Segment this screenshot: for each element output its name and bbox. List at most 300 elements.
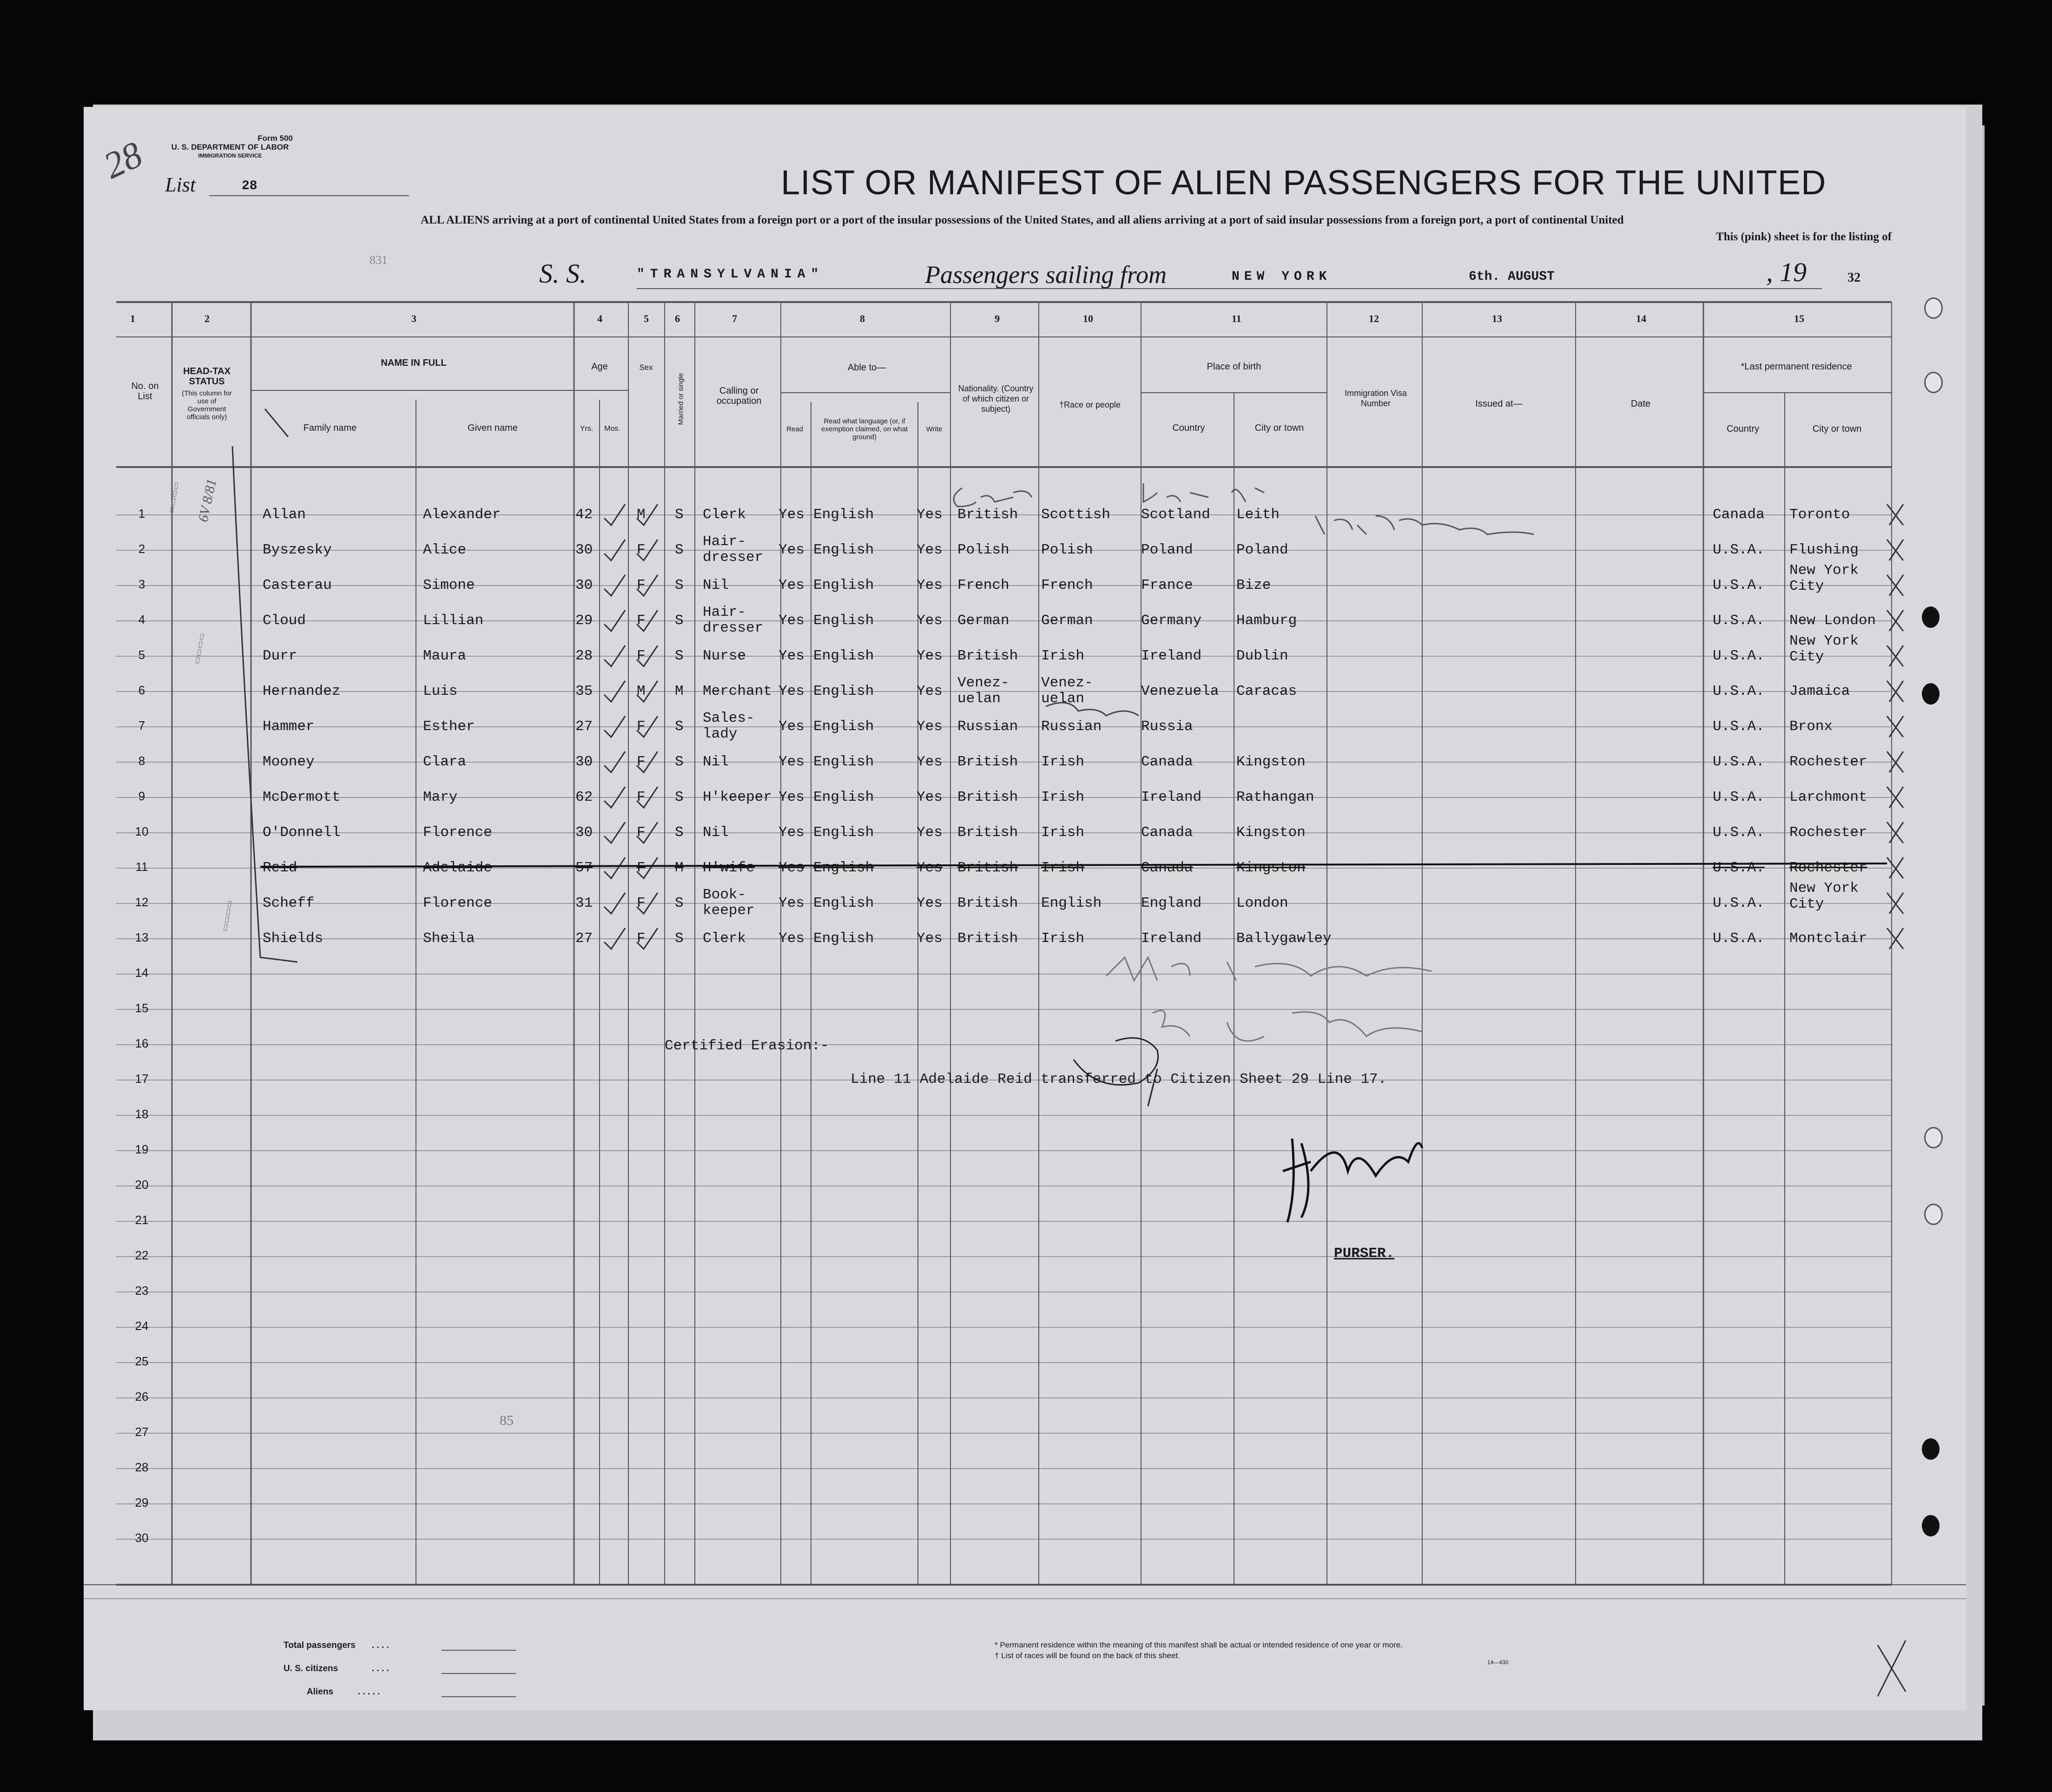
head-tax-handnote: 6V 8/81 — [195, 477, 220, 524]
check-mark — [637, 857, 658, 878]
header-race: †Race or people — [1059, 400, 1121, 409]
residence-country: U.S.A. — [1713, 683, 1765, 699]
residence-country: U.S.A. — [1713, 542, 1765, 558]
residence-country: U.S.A. — [1713, 754, 1765, 770]
binder-hole-1 — [1924, 297, 1943, 319]
colnum-14: 14 — [1636, 313, 1646, 324]
age: 35 — [575, 683, 593, 699]
header-nationality: Nationality. (Country of which citizen or subject) — [958, 384, 1034, 414]
residence-city: Rochester — [1789, 754, 1867, 770]
header-no-on-list: No. on List — [131, 381, 159, 402]
total-dots-2: . . . . — [372, 1664, 389, 1673]
residence-city: Montclair — [1789, 930, 1867, 947]
manifest-title: LIST OR MANIFEST OF ALIEN PASSENGERS FOR THE UNITED — [781, 163, 1827, 202]
binder-hole-4 — [1922, 683, 1940, 705]
can-read: Yes — [779, 683, 805, 699]
year-suffix: 32 — [1847, 270, 1861, 285]
can-read: Yes — [779, 789, 805, 805]
given-name: Simone — [423, 577, 475, 593]
erasure-initials-2 — [1153, 1010, 1422, 1041]
header-head-tax: HEAD-TAX STATUS — [183, 366, 231, 387]
check-x-mark — [1887, 681, 1903, 702]
family-name: O'Donnell — [263, 824, 341, 841]
header-last-residence: *Last permanent residence — [1741, 362, 1852, 372]
colnum-3: 3 — [411, 313, 416, 324]
birth-country: Ireland — [1141, 930, 1202, 947]
footnote-1: * Permanent residence within the meaning of this manifest shall be actual or intended residence of one year or more. — [995, 1640, 1403, 1649]
given-name: Florence — [423, 824, 492, 841]
age: 28 — [575, 648, 593, 664]
line-number: 24 — [135, 1319, 149, 1333]
binder-hole-6 — [1924, 1204, 1943, 1225]
residence-city: New York — [1789, 880, 1859, 896]
line-number: 12 — [135, 895, 149, 909]
purser-signature — [1283, 1139, 1422, 1222]
check-x-mark — [1887, 646, 1903, 666]
can-write: Yes — [917, 860, 943, 876]
binder-hole-8 — [1922, 1515, 1940, 1536]
language: English — [813, 648, 874, 664]
family-name: Casterau — [263, 577, 332, 593]
nationality: Russian — [957, 718, 1018, 735]
nationality: British — [957, 824, 1018, 841]
age: 57 — [575, 860, 593, 876]
language: English — [813, 542, 874, 558]
check-mark — [604, 857, 625, 878]
header-birth-city: City or town — [1254, 423, 1304, 433]
line-number: 11 — [135, 860, 148, 874]
subtitle-line-2: This (pink) sheet is for the listing of — [1715, 231, 1892, 243]
residence-city: New York — [1789, 562, 1859, 579]
marital-status: S — [675, 824, 684, 841]
header-given-name: Given name — [468, 423, 518, 433]
header-calling: Calling or occupation — [716, 386, 762, 406]
line-number: 9 — [138, 789, 145, 803]
occupation: Merchant — [703, 683, 772, 699]
can-read: Yes — [779, 895, 805, 911]
sex: F — [637, 895, 646, 911]
check-x-mark — [1887, 787, 1903, 808]
age: 29 — [575, 613, 593, 629]
marital-status: S — [675, 542, 684, 558]
family-name: Hernandez — [263, 683, 341, 699]
residence-city: Jamaica — [1789, 683, 1850, 699]
race: Irish — [1041, 824, 1085, 841]
line-number: 2 — [138, 542, 145, 556]
line-number: 20 — [135, 1178, 149, 1192]
can-write: Yes — [917, 613, 943, 629]
occupation-cont: lady — [703, 726, 738, 742]
nationality: British — [957, 930, 1018, 947]
given-name: Mary — [423, 789, 458, 805]
header-mos: Mos. — [604, 425, 620, 433]
colnum-11: 11 — [1232, 313, 1241, 324]
colnum-5: 5 — [644, 313, 649, 324]
occupation: Clerk — [703, 930, 746, 947]
check-mark — [637, 540, 658, 560]
can-write: Yes — [917, 683, 943, 699]
can-read: Yes — [779, 577, 805, 593]
line-number: 26 — [135, 1390, 149, 1403]
residence-city: Larchmont — [1789, 789, 1867, 805]
family-name: Allan — [263, 507, 306, 523]
race: Irish — [1041, 930, 1085, 947]
year-prefix: , 19 — [1766, 257, 1807, 287]
header-read: Read — [786, 425, 803, 433]
can-read: Yes — [779, 507, 805, 523]
birth-city: Kingston — [1236, 860, 1306, 876]
sex: M — [637, 683, 646, 699]
can-write: Yes — [917, 648, 943, 664]
race: English — [1041, 895, 1102, 911]
header-write: Write — [926, 425, 943, 433]
line-number: 4 — [138, 613, 145, 626]
marital-status: S — [675, 648, 684, 664]
race: Irish — [1041, 754, 1085, 770]
marital-status: S — [675, 895, 684, 911]
sex: F — [637, 648, 646, 664]
given-name: Alexander — [423, 507, 501, 523]
birth-country: Canada — [1141, 860, 1193, 876]
birth-city: Hamburg — [1236, 613, 1297, 629]
can-read: Yes — [779, 824, 805, 841]
line11-strike — [260, 863, 1887, 867]
can-write: Yes — [917, 824, 943, 841]
nationality: British — [957, 789, 1018, 805]
residence-country: U.S.A. — [1713, 648, 1765, 664]
check-mark — [604, 575, 625, 596]
residence-city-cont: City — [1789, 578, 1824, 594]
family-name: McDermott — [263, 789, 341, 805]
can-write: Yes — [917, 718, 943, 735]
colnum-2: 2 — [205, 313, 210, 324]
head-tax-stamp-3: ▭▭▭▭ — [219, 899, 235, 932]
age: 27 — [575, 718, 593, 735]
sex: F — [637, 577, 646, 593]
total-dots-3: . . . . . — [358, 1687, 380, 1697]
header-read-language: Read what language (or, if exemption claimed, on what ground) — [821, 417, 908, 441]
erasure-initials — [1106, 957, 1432, 981]
age: 30 — [575, 824, 593, 841]
residence-country: U.S.A. — [1713, 930, 1765, 947]
birth-country: Canada — [1141, 824, 1193, 841]
given-name: Lillian — [423, 613, 484, 629]
header-family-name: Family name — [303, 423, 357, 433]
family-name: Reid — [263, 860, 297, 876]
sex: F — [637, 789, 646, 805]
residence-city-cont: City — [1789, 649, 1824, 665]
check-mark — [637, 751, 658, 772]
check-x-mark — [1887, 857, 1903, 878]
can-read: Yes — [779, 648, 805, 664]
ship-name: "TRANSYLVANIA" — [637, 267, 825, 282]
line-number: 22 — [135, 1248, 149, 1262]
can-read: Yes — [779, 860, 805, 876]
line-number: 30 — [135, 1531, 149, 1545]
language: English — [813, 895, 874, 911]
age: 42 — [575, 507, 593, 523]
header-head-tax-note: (This column for use of Government officials only) — [182, 389, 232, 421]
nationality: British — [957, 860, 1018, 876]
line-number: 8 — [138, 754, 145, 768]
age: 31 — [575, 895, 593, 911]
total-rule-3 — [442, 1696, 516, 1697]
can-write: Yes — [917, 542, 943, 558]
line-number: 23 — [135, 1284, 149, 1298]
check-x-mark — [1887, 751, 1903, 772]
race-cont: uelan — [1041, 691, 1085, 707]
marital-status: M — [675, 860, 684, 876]
marital-status: S — [675, 789, 684, 805]
race: Irish — [1041, 648, 1085, 664]
can-read: Yes — [779, 754, 805, 770]
language: English — [813, 860, 874, 876]
age: 30 — [575, 754, 593, 770]
birth-country: Poland — [1141, 542, 1193, 558]
age: 62 — [575, 789, 593, 805]
line-number: 19 — [135, 1142, 149, 1156]
sex: F — [637, 542, 646, 558]
language: English — [813, 824, 874, 841]
check-mark — [637, 716, 658, 737]
check-mark — [604, 610, 625, 631]
stamp-number: 831 — [369, 253, 388, 267]
residence-city: New York — [1789, 633, 1859, 649]
occupation: Nil — [703, 577, 729, 593]
can-read: Yes — [779, 718, 805, 735]
residence-country: Canada — [1713, 507, 1765, 523]
binder-hole-2 — [1924, 372, 1943, 393]
footnote-code: 14—430 — [1487, 1659, 1509, 1666]
head-tax-bracket — [232, 446, 297, 962]
race: German — [1041, 613, 1093, 629]
colnum-8: 8 — [860, 313, 865, 324]
check-mark — [604, 681, 625, 702]
header-name-in-full: NAME IN FULL — [381, 358, 447, 368]
birth-city: Kingston — [1236, 824, 1306, 841]
header-age: Age — [591, 362, 608, 372]
check-mark — [604, 822, 625, 843]
total-rule-1 — [442, 1650, 516, 1651]
sailing-date: 6th. AUGUST — [1469, 270, 1555, 284]
given-name: Sheila — [423, 930, 475, 947]
check-x-mark — [1887, 716, 1903, 737]
family-name: Shields — [263, 930, 323, 947]
check-mark — [604, 928, 625, 949]
occupation-cont: dresser — [703, 549, 764, 566]
check-mark — [637, 610, 658, 631]
residence-city: Flushing — [1789, 542, 1859, 558]
residence-country: U.S.A. — [1713, 860, 1765, 876]
line-number: 6 — [138, 683, 145, 697]
check-mark — [604, 893, 625, 914]
birth-city: Caracas — [1236, 683, 1297, 699]
language: English — [813, 718, 874, 735]
residence-city: Toronto — [1789, 507, 1850, 523]
family-name: Cloud — [263, 613, 306, 629]
birth-country: Canada — [1141, 754, 1193, 770]
age: 30 — [575, 577, 593, 593]
occupation: Nil — [703, 754, 729, 770]
header-date: Date — [1630, 399, 1651, 409]
line-number: 13 — [135, 930, 149, 944]
nationality: German — [957, 613, 1010, 629]
can-write: Yes — [917, 754, 943, 770]
colnum-1: 1 — [130, 313, 135, 324]
check-mark — [604, 787, 625, 808]
marital-status: S — [675, 613, 684, 629]
occupation: Clerk — [703, 507, 746, 523]
can-write: Yes — [917, 507, 943, 523]
line1-handwriting — [954, 483, 1534, 534]
can-write: Yes — [917, 895, 943, 911]
check-mark — [637, 928, 658, 949]
birth-country: England — [1141, 895, 1202, 911]
colnum-15: 15 — [1794, 313, 1804, 324]
header-res-country: Country — [1726, 424, 1760, 434]
given-name: Florence — [423, 895, 492, 911]
birth-city: Dublin — [1236, 648, 1288, 664]
header-yrs: Yrs. — [580, 425, 594, 433]
marital-status: S — [675, 577, 684, 593]
aliens-label: Aliens — [307, 1687, 334, 1697]
race: Irish — [1041, 860, 1085, 876]
service: IMMIGRATION SERVICE — [198, 152, 262, 159]
language: English — [813, 507, 874, 523]
line-number: 29 — [135, 1496, 149, 1509]
marital-status: S — [675, 507, 684, 523]
race: French — [1041, 577, 1093, 593]
header-sex: Sex — [639, 363, 653, 372]
total-passengers-label: Total passengers — [284, 1640, 356, 1650]
family-name: Mooney — [263, 754, 315, 770]
check-x-mark — [1887, 822, 1903, 843]
sex: F — [637, 824, 646, 841]
family-name: Hammer — [263, 718, 315, 735]
check-mark — [637, 893, 658, 914]
residence-country: U.S.A. — [1713, 718, 1765, 735]
line-number: 5 — [138, 648, 145, 662]
birth-country: Scotland — [1141, 507, 1210, 523]
binder-hole-3 — [1922, 606, 1940, 628]
occupation: Book- — [703, 887, 746, 903]
age: 27 — [575, 930, 593, 947]
occupation: Hair- — [703, 604, 746, 620]
sex: F — [637, 718, 646, 735]
residence-country: U.S.A. — [1713, 895, 1765, 911]
birth-city: Leith — [1236, 507, 1280, 523]
residence-city: New London — [1789, 613, 1876, 629]
birth-country: France — [1141, 577, 1193, 593]
age: 30 — [575, 542, 593, 558]
line-number: 1 — [138, 507, 145, 520]
header-res-city: City or town — [1812, 424, 1862, 434]
colnum-13: 13 — [1492, 313, 1502, 324]
check-x-mark — [1887, 540, 1903, 560]
family-name: Byszesky — [263, 542, 332, 558]
list-number: 28 — [242, 179, 257, 193]
given-name: Adelaide — [423, 860, 492, 876]
margin-number: 28 — [97, 134, 149, 187]
given-name: Alice — [423, 542, 467, 558]
occupation: Nurse — [703, 648, 746, 664]
line-number: 28 — [135, 1460, 149, 1474]
check-x-mark — [1887, 928, 1903, 949]
sex: F — [637, 930, 646, 947]
can-write: Yes — [917, 930, 943, 947]
line-number: 14 — [135, 966, 149, 980]
language: English — [813, 789, 874, 805]
can-read: Yes — [779, 542, 805, 558]
family-name: Scheff — [263, 895, 315, 911]
residence-country: U.S.A. — [1713, 613, 1765, 629]
colnum-6: 6 — [675, 313, 680, 324]
subtitle-line-1: ALL ALIENS arriving at a port of continental United States from a foreign port or a port of the insular possessions of the United States, and all aliens arriving at a port of said insular possessions from a foreign port, a port of continental United — [421, 214, 1624, 226]
header-issued-at: Issued at— — [1475, 399, 1523, 409]
marital-status: S — [675, 718, 684, 735]
birth-city: London — [1236, 895, 1288, 911]
birth-country: Germany — [1141, 613, 1202, 629]
bottom-x-mark — [1878, 1640, 1906, 1696]
birth-country: Ireland — [1141, 789, 1202, 805]
language: English — [813, 577, 874, 593]
us-citizens-label: U. S. citizens — [284, 1664, 338, 1673]
occupation-cont: dresser — [703, 620, 764, 636]
nationality: British — [957, 895, 1018, 911]
residence-country: U.S.A. — [1713, 824, 1765, 841]
residence-country: U.S.A. — [1713, 577, 1765, 593]
head-tax-stamp-2: ▭▭▭▭ — [191, 632, 207, 665]
nationality: British — [957, 507, 1018, 523]
residence-city: Bronx — [1789, 718, 1833, 735]
given-name: Clara — [423, 754, 467, 770]
residence-city: Rochester — [1789, 824, 1867, 841]
occupation-cont: keeper — [703, 903, 755, 919]
birth-country: Ireland — [1141, 648, 1202, 664]
check-mark — [604, 716, 625, 737]
sex: F — [637, 860, 646, 876]
check-x-mark — [1887, 504, 1903, 525]
sex: F — [637, 613, 646, 629]
line-number: 25 — [135, 1354, 149, 1368]
check-mark — [637, 787, 658, 808]
head-tax-stamp-1: ▭▭▭▭ — [166, 481, 181, 514]
erasure-text: Line 11 Adelaide Reid transferred to Citizen Sheet 29 Line 17. — [851, 1071, 1387, 1087]
binder-hole-7 — [1922, 1438, 1940, 1460]
line-number: 7 — [138, 718, 145, 732]
colnum-12: 12 — [1369, 313, 1379, 324]
line-number: 17 — [135, 1072, 149, 1086]
nationality: French — [957, 577, 1010, 593]
given-name: Maura — [423, 648, 467, 664]
birth-country: Venezuela — [1141, 683, 1219, 699]
erasure-heading: Certified Erasion:- — [665, 1038, 829, 1054]
header-able-to: Able to— — [847, 362, 886, 373]
race: Scottish — [1041, 507, 1110, 523]
given-name: Esther — [423, 718, 475, 735]
form-number: Form 500 — [257, 134, 293, 143]
line-number: 18 — [135, 1107, 149, 1121]
language: English — [813, 930, 874, 947]
purser-label: PURSER. — [1334, 1245, 1395, 1262]
occupation: H'keeper — [703, 789, 772, 805]
occupation: H'wife — [703, 860, 755, 876]
race: Polish — [1041, 542, 1093, 558]
birth-city: Poland — [1236, 542, 1288, 558]
total-rule-2 — [442, 1673, 516, 1674]
nationality-cont: uelan — [957, 691, 1001, 707]
line7-handwriting — [1046, 703, 1139, 716]
